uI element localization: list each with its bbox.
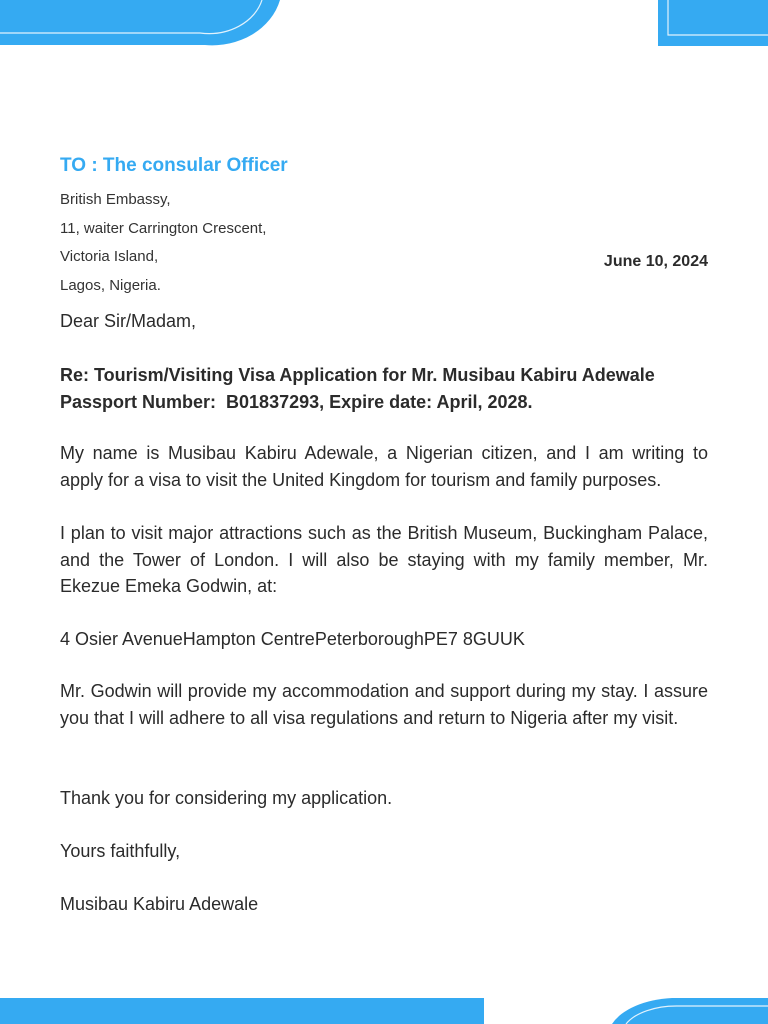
intro-paragraph: My name is Musibau Kabiru Adewale, a Nigerian citizen, and I am writing to apply for a visa to visit the United Kingdom for tourism and family purposes. <box>60 443 708 490</box>
subject-block <box>60 362 708 415</box>
address-line: Lagos, Nigeria. <box>60 276 161 294</box>
address-line: Victoria Island, <box>60 248 159 265</box>
top-right-decoration <box>658 0 768 46</box>
recipient-address <box>60 189 266 303</box>
bottom-left-decoration <box>0 998 484 1024</box>
visit-plan-paragraph: I plan to visit major attractions such as the British Museum, Buckingham Palace, and the Tower of London. I will also be staying with my family member, Mr. Ekezue Emeka Godwin, at: <box>60 523 708 596</box>
salutation: Dear Sir/Madam, <box>60 311 197 331</box>
host-address: 4 Osier AvenueHampton CentrePeterboroughPE7 8GUUK <box>60 629 525 649</box>
signature-name: Musibau Kabiru Adewale <box>60 894 259 914</box>
thanks-line: Thank you for considering my application. <box>60 788 393 808</box>
assurance-paragraph: Mr. Godwin will provide my accommodation and support during my stay. I assure you that I will adhere to all visa regulations and return to Nigeria after my visit. <box>60 681 708 728</box>
bottom-right-decoration <box>612 996 768 1024</box>
subject-line: Re: Tourism/Visiting Visa Application for Mr. Musibau Kabiru Adewale <box>60 365 655 385</box>
passport-line: Passport Number: B01837293, Expire date: April, 2028. <box>60 391 533 412</box>
letter-date: June 10, 2024 <box>603 253 708 270</box>
address-line: British Embassy, <box>60 191 171 208</box>
recipient-heading: TO : The consular Officer <box>60 155 288 176</box>
top-left-decoration <box>0 0 280 48</box>
address-line: 11, waiter Carrington Crescent, <box>60 219 267 237</box>
closing-line: Yours faithfully, <box>60 841 181 861</box>
